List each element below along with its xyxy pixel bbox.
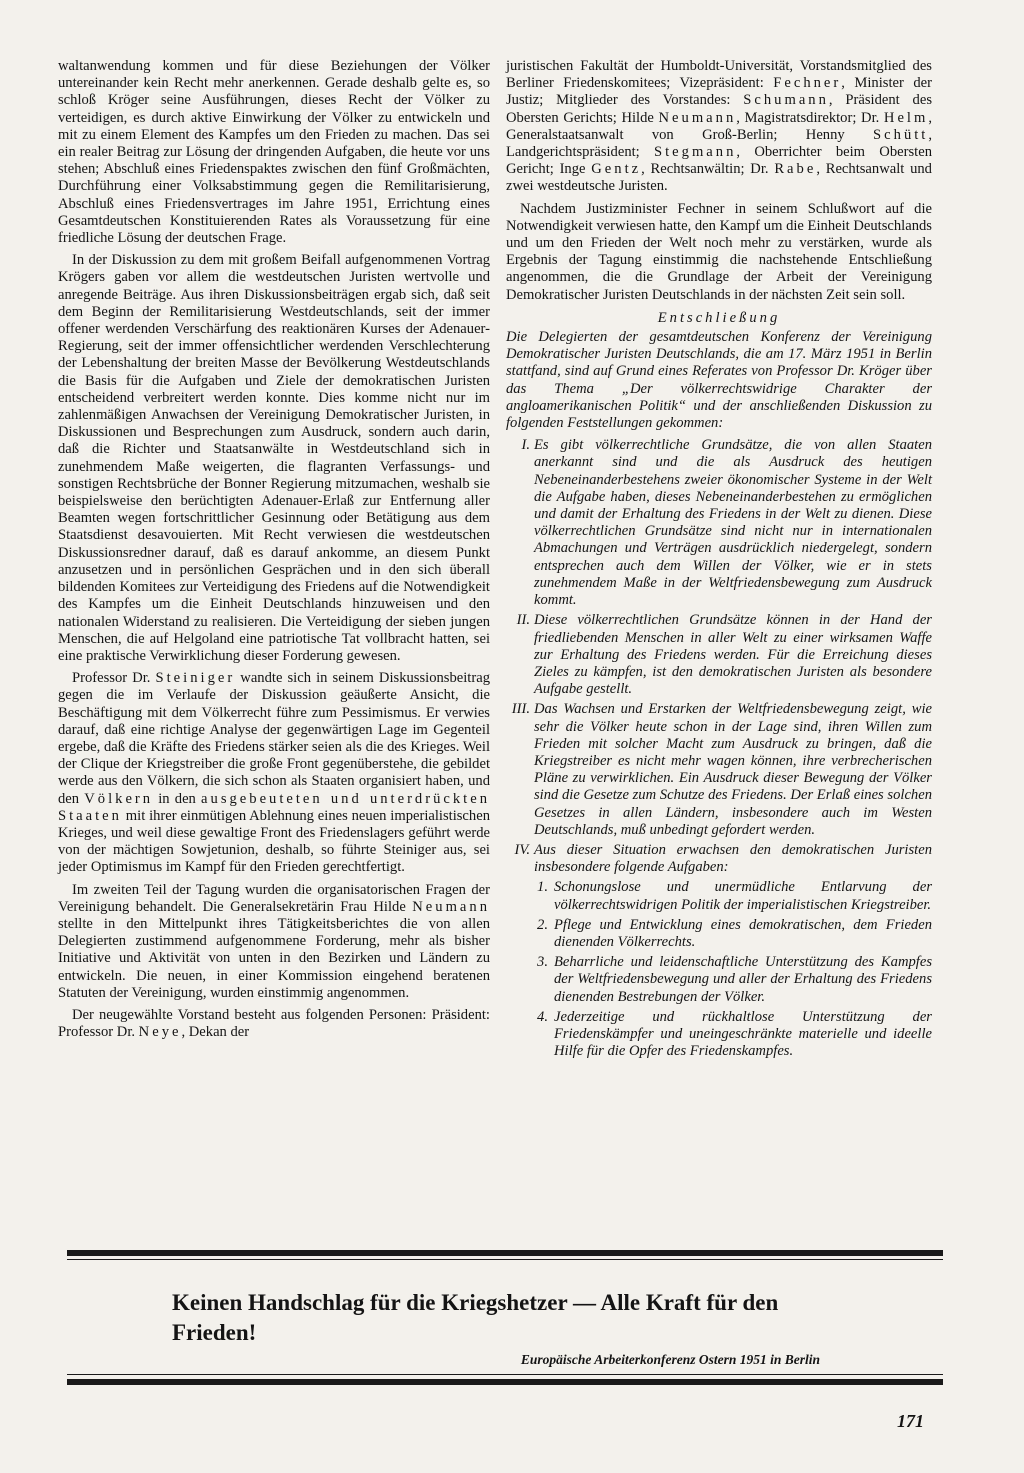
person-name: Helm	[883, 109, 929, 126]
text-run: , Oberrichter beim Obersten Gericht; Inge	[506, 144, 932, 178]
text-run: Im zweiten Teil der Tagung wurden die organisatorischen Fragen der Vereinigung behandelt. Die Generalsekretärin Frau Hilde	[58, 881, 490, 915]
closing-paragraph: Nachdem Justizminister Fechner in seinem Schlußwort auf die Notwendigkeit verwiesen hatte, den Kampf um die Einheit Deutschlands und um den Frieden der Welt noch mehr zu verstärken, wurde als Ergebnis der Tagung einstimmig die nachstehende Entschließung angenommen, die die Grundlage der Arbeit der Vereinigung Demokratischer Juristen Deutschlands in der nächsten Zeit sein soll.	[506, 200, 932, 303]
resolution-item	[506, 842, 932, 876]
item-text: Es gibt völkerrechtliche Grundsätze, die von allen Staaten anerkannt sind und die als Ausdruck des heutigen Nebeneinanderbestehens zweier ökonomischer Systeme in der Welt die Aufgabe haben, dieses Nebeneinanderbestehen zu ermöglichen und damit der Erhaltung des Friedens in der Welt zu dienen. Diese völkerrechtlichen Grundsätze sind nicht nur in internationalen Abmachungen und Verträgen ausdrücklich niedergelegt, sondern entsprechen auch dem Willen der Völker, wie er in stets zunehmendem Maße in der Weltfriedensbewegung zum Ausdruck kommt.	[534, 437, 932, 609]
left-paragraph-5	[58, 1007, 490, 1041]
left-paragraph-4	[58, 882, 490, 1002]
text-run: wandte sich in seinem Diskussionsbeitrag gegen die im Verlaufe der Diskussion geäußerte Ansicht, die Beschäftigung mit dem Völkerrecht führe zum Pessimismus. Er verwies darauf, daß eine richtige Analyse der gegenwärtigen Lage im Gegenteil ergebe, daß die Kräfte des Friedens stärker seien als die des Krieges. Weil der Clique der Kriegstreiber die große Front gegenüberstehe, die gebildet werde aus den Völkern, die sich schon als Staaten organisiert haben, und den	[58, 670, 490, 807]
resolution-item	[506, 437, 932, 609]
emphasis-text: ausgebeuteten und unterdrückten Staaten	[58, 790, 490, 824]
slogan-headline: Keinen Handschlag für die Kriegshetzer — Alle Kraft für den Frieden!	[172, 1290, 779, 1345]
text-run: juristischen Fakultät der Humboldt-Universität, Vorstandsmitglied des Berliner Friedenskomitees; Vizepräsident:	[506, 58, 932, 92]
item-text: Aus dieser Situation erwachsen den demokratischen Juristen insbesondere folgende Aufgaben:	[534, 841, 932, 876]
text-run: , Rechtsanwalt und zwei westdeutsche Juristen.	[506, 161, 932, 195]
person-name: Stegmann	[654, 144, 737, 161]
person-name: Schumann	[743, 92, 829, 109]
resolution-subitem	[506, 917, 932, 951]
text-run: Der neugewählte Vorstand besteht aus folgenden Personen: Präsident: Professor Dr.	[58, 1006, 490, 1041]
item-text: Diese völkerrechtlichen Grundsätze können in der Hand der friedliebenden Menschen in aller Welt zu einer wirksamen Waffe zur Erhaltung des Friedens werden. Für die Erreichung dieses Zieles zu kämpfen, ist den demokratischen Juristen als besondere Aufgabe gestellt.	[534, 612, 932, 698]
person-name: Rabe	[774, 161, 817, 178]
bottom-rule-thin	[67, 1374, 943, 1375]
resolution-subitem	[506, 879, 932, 913]
left-column	[58, 58, 490, 1046]
left-paragraph-3	[58, 670, 490, 876]
text-run: mit ihrer einmütigen Ablehnung eines neuen imperialistischen Krieges, und weil diese gewaltige Front des Friedenslagers geführt werde von der mächtigen Sowjetunion, deshalb, so führte Steiniger aus, sei jeder Optimismus im Kampf für den Frieden gerechtfertigt.	[58, 807, 490, 876]
resolution-item	[506, 701, 932, 839]
item-number: I.	[521, 437, 530, 454]
item-number: 4.	[537, 1008, 548, 1025]
resolution-heading: Entschließung	[657, 309, 781, 326]
text-run: , Präsident des Obersten Gerichts; Hilde	[506, 92, 932, 126]
item-text: Das Wachsen und Erstarken der Weltfriedensbewegung zeigt, wie sehr die Völker heute schon in der Lage sind, ihren Willen zum Frieden mit solcher Macht zum Ausdruck zu bringen, daß die Kriegstreiber es nicht mehr wagen können, ihre verbrecherischen Pläne zu verwirklichen. Ein Ausdruck dieser Bewegung der Völker sind die Gesetze zum Schutze des Friedens. Der Erlaß eines solchen Gesetzes in allen Ländern, insbesondere auch im Westen Deutschlands, muß unbedingt gefordert werden.	[534, 701, 932, 838]
resolution-subitem	[506, 954, 932, 1006]
text-run: , Minister der Justiz; Mitglieder des Vorstandes:	[506, 75, 932, 109]
item-text: Beharrliche und leidenschaftliche Unterstützung des Kampfes der Weltfriedensbewegung und aller der Erhaltung des Friedens dienenden Bestrebungen der Völker.	[554, 954, 932, 1005]
resolution-items	[506, 437, 932, 1060]
item-number: IV.	[514, 841, 530, 858]
left-paragraph-1: waltanwendung kommen und für diese Beziehungen der Völker untereinander kein Recht mehr anerkennen. Gerade deshalb gelte es, so schloß Kröger seine Ausführungen, dieses Recht der Völker zu verteidigen, es durch aktive Einwirkung der Völker zu entwickeln und mit zu einem Element des Kampfes um den Frieden zu machen. Das sei ein realer Beitrag zur Lösung der dringenden Aufgaben, die heute vor uns stehen; Abschluß eines Friedenspaktes zwischen den fünf Großmächten, Durchführung einer Volksabstimmung gegen die Remilitarisierung, Abschluß eines Friedensvertrages im Jahre 1951, Errichtung eines Gesamtdeutschen Konstituierenden Rates als Voraussetzung für eine friedliche Lösung der deutschen Frage.	[58, 58, 490, 247]
person-name: Gentz	[591, 161, 642, 178]
item-number: III.	[511, 701, 530, 718]
person-name: Fechner	[773, 75, 842, 92]
top-rule	[67, 1250, 943, 1256]
text-run: , Generalstaatsanwalt von Groß-Berlin; Henny	[506, 109, 932, 143]
top-rule-thin	[67, 1259, 943, 1260]
text-run: , Magistratsdirektor; Dr.	[736, 109, 884, 126]
item-number: 2.	[537, 916, 548, 933]
person-name: Neumann	[658, 109, 737, 126]
bottom-rule	[67, 1379, 943, 1385]
board-members-paragraph	[506, 58, 932, 196]
resolution-item	[506, 612, 932, 698]
text-run: , Rechtsanwältin; Dr.	[641, 161, 775, 178]
left-paragraph-2: In der Diskussion zu dem mit großem Beifall aufgenommenen Vortrag Krögers gaben vor allem die westdeutschen Juristen wertvolle und anregende Beiträge. Aus ihren Diskussionsbeiträgen ergab sich, daß seit dem Beginn der Remilitarisierung Westdeutschlands, seit der immer offener werdenden Verschärfung des reaktionären Kurses der Adenauer-Regierung, seit der immer offensichtlicher werdenden Verschlechterung der Lebenshaltung der breiten Masse der Bevölkerung Westdeutschlands die Basis für die Aufgaben und Ziele der demokratischen Juristen entscheidend verbreitert werden konnte. Dies komme nicht nur im zahlenmäßigen Anwachsen der Vereinigung Demokratischer Juristen, in Diskussionen und Besprechungen zum Ausdruck, sondern auch darin, daß die Richter und Staatsanwälte in Westdeutschland sich in zunehmendem Maße weigerten, die flagranten Verfassungs- und sonstigen Rechtsbrüche der Bonner Regierung mitzumachen, weshalb sie beispielsweise den berüchtigten Adenauer-Erlaß zur Entfernung aller Beamten wegen fortschrittlicher Gesinnung oder Betätigung aus dem Staatsdienst desavouierten. Mit Recht verwiesen die westdeutschen Diskussionsredner darauf, daß es darauf ankomme, an diesem Punkt anzusetzen und in persönlichen Gesprächen und in den sich überall bildenden Komitees zur Verteidigung des Friedens auf die Notwendigkeit des Kampfes um die Einheit Deutschlands hinzuweisen und den nationalen Widerstand zu realisieren. Die Verteidigung der sieben jungen Menschen, die auf Helgoland eine patriotische Tat vollbracht hatten, sei eine praktische Verwirklichung dieser Forderung gewesen.	[58, 252, 490, 664]
person-name: Neumann	[412, 898, 490, 915]
right-column	[506, 58, 932, 1063]
text-run: stellte in den Mittelpunkt ihres Tätigkeitsberichtes die von allen Delegierten zustimmend aufgenommene Forderung, mehr als bisher Initiative und Aktivität von unten in den Bezirken und Ländern zu entwickeln. Die neuen, in einer Kommission eingehend beratenen Statuten der Vereinigung, wurden einstimmig angenommen.	[58, 915, 490, 1001]
resolution-subitem	[506, 1009, 932, 1061]
resolution-intro: Die Delegierten der gesamtdeutschen Konferenz der Vereinigung Demokratischer Juristen Deutschlands, die am 17. März 1951 in Berlin stattfand, sind auf Grund eines Referates von Professor Dr. Kröger über das Thema „Der völkerrechtswidrige Charakter der angloamerikanischen Politik“ und der anschließenden Diskussion zu folgenden Feststellungen gekommen:	[506, 329, 932, 432]
item-number: 3.	[537, 954, 548, 971]
item-text: Jederzeitige und rückhaltlose Unterstützung der Friedenskämpfer und uneingeschränkte materielle und ideelle Hilfe für die Opfer des Friedenskampfes.	[554, 1008, 932, 1060]
emphasis-text: Völkern	[84, 790, 154, 807]
text-run: , Dekan der	[181, 1024, 250, 1041]
item-number: II.	[516, 612, 530, 629]
text-run: , Landgerichtspräsident;	[506, 126, 932, 161]
slogan-source: Europäische Arbeiterkonferenz Ostern 1951 in Berlin	[520, 1352, 820, 1367]
item-number: 1.	[537, 879, 548, 896]
item-text: Schonungslose und unermüdliche Entlarvung der völkerrechtswidrigen Politik der imperialistischen Kriegstreiber.	[554, 879, 932, 913]
person-name: Neye	[138, 1024, 182, 1041]
person-name: Schütt	[873, 126, 929, 143]
person-name: Steiniger	[155, 670, 236, 687]
text-run: in den	[153, 790, 202, 807]
item-text: Pflege und Entwicklung eines demokratischen, dem Frieden dienenden Völkerrechts.	[554, 916, 932, 950]
page-number: 171	[897, 1411, 924, 1431]
text-run: Professor Dr.	[72, 670, 156, 687]
